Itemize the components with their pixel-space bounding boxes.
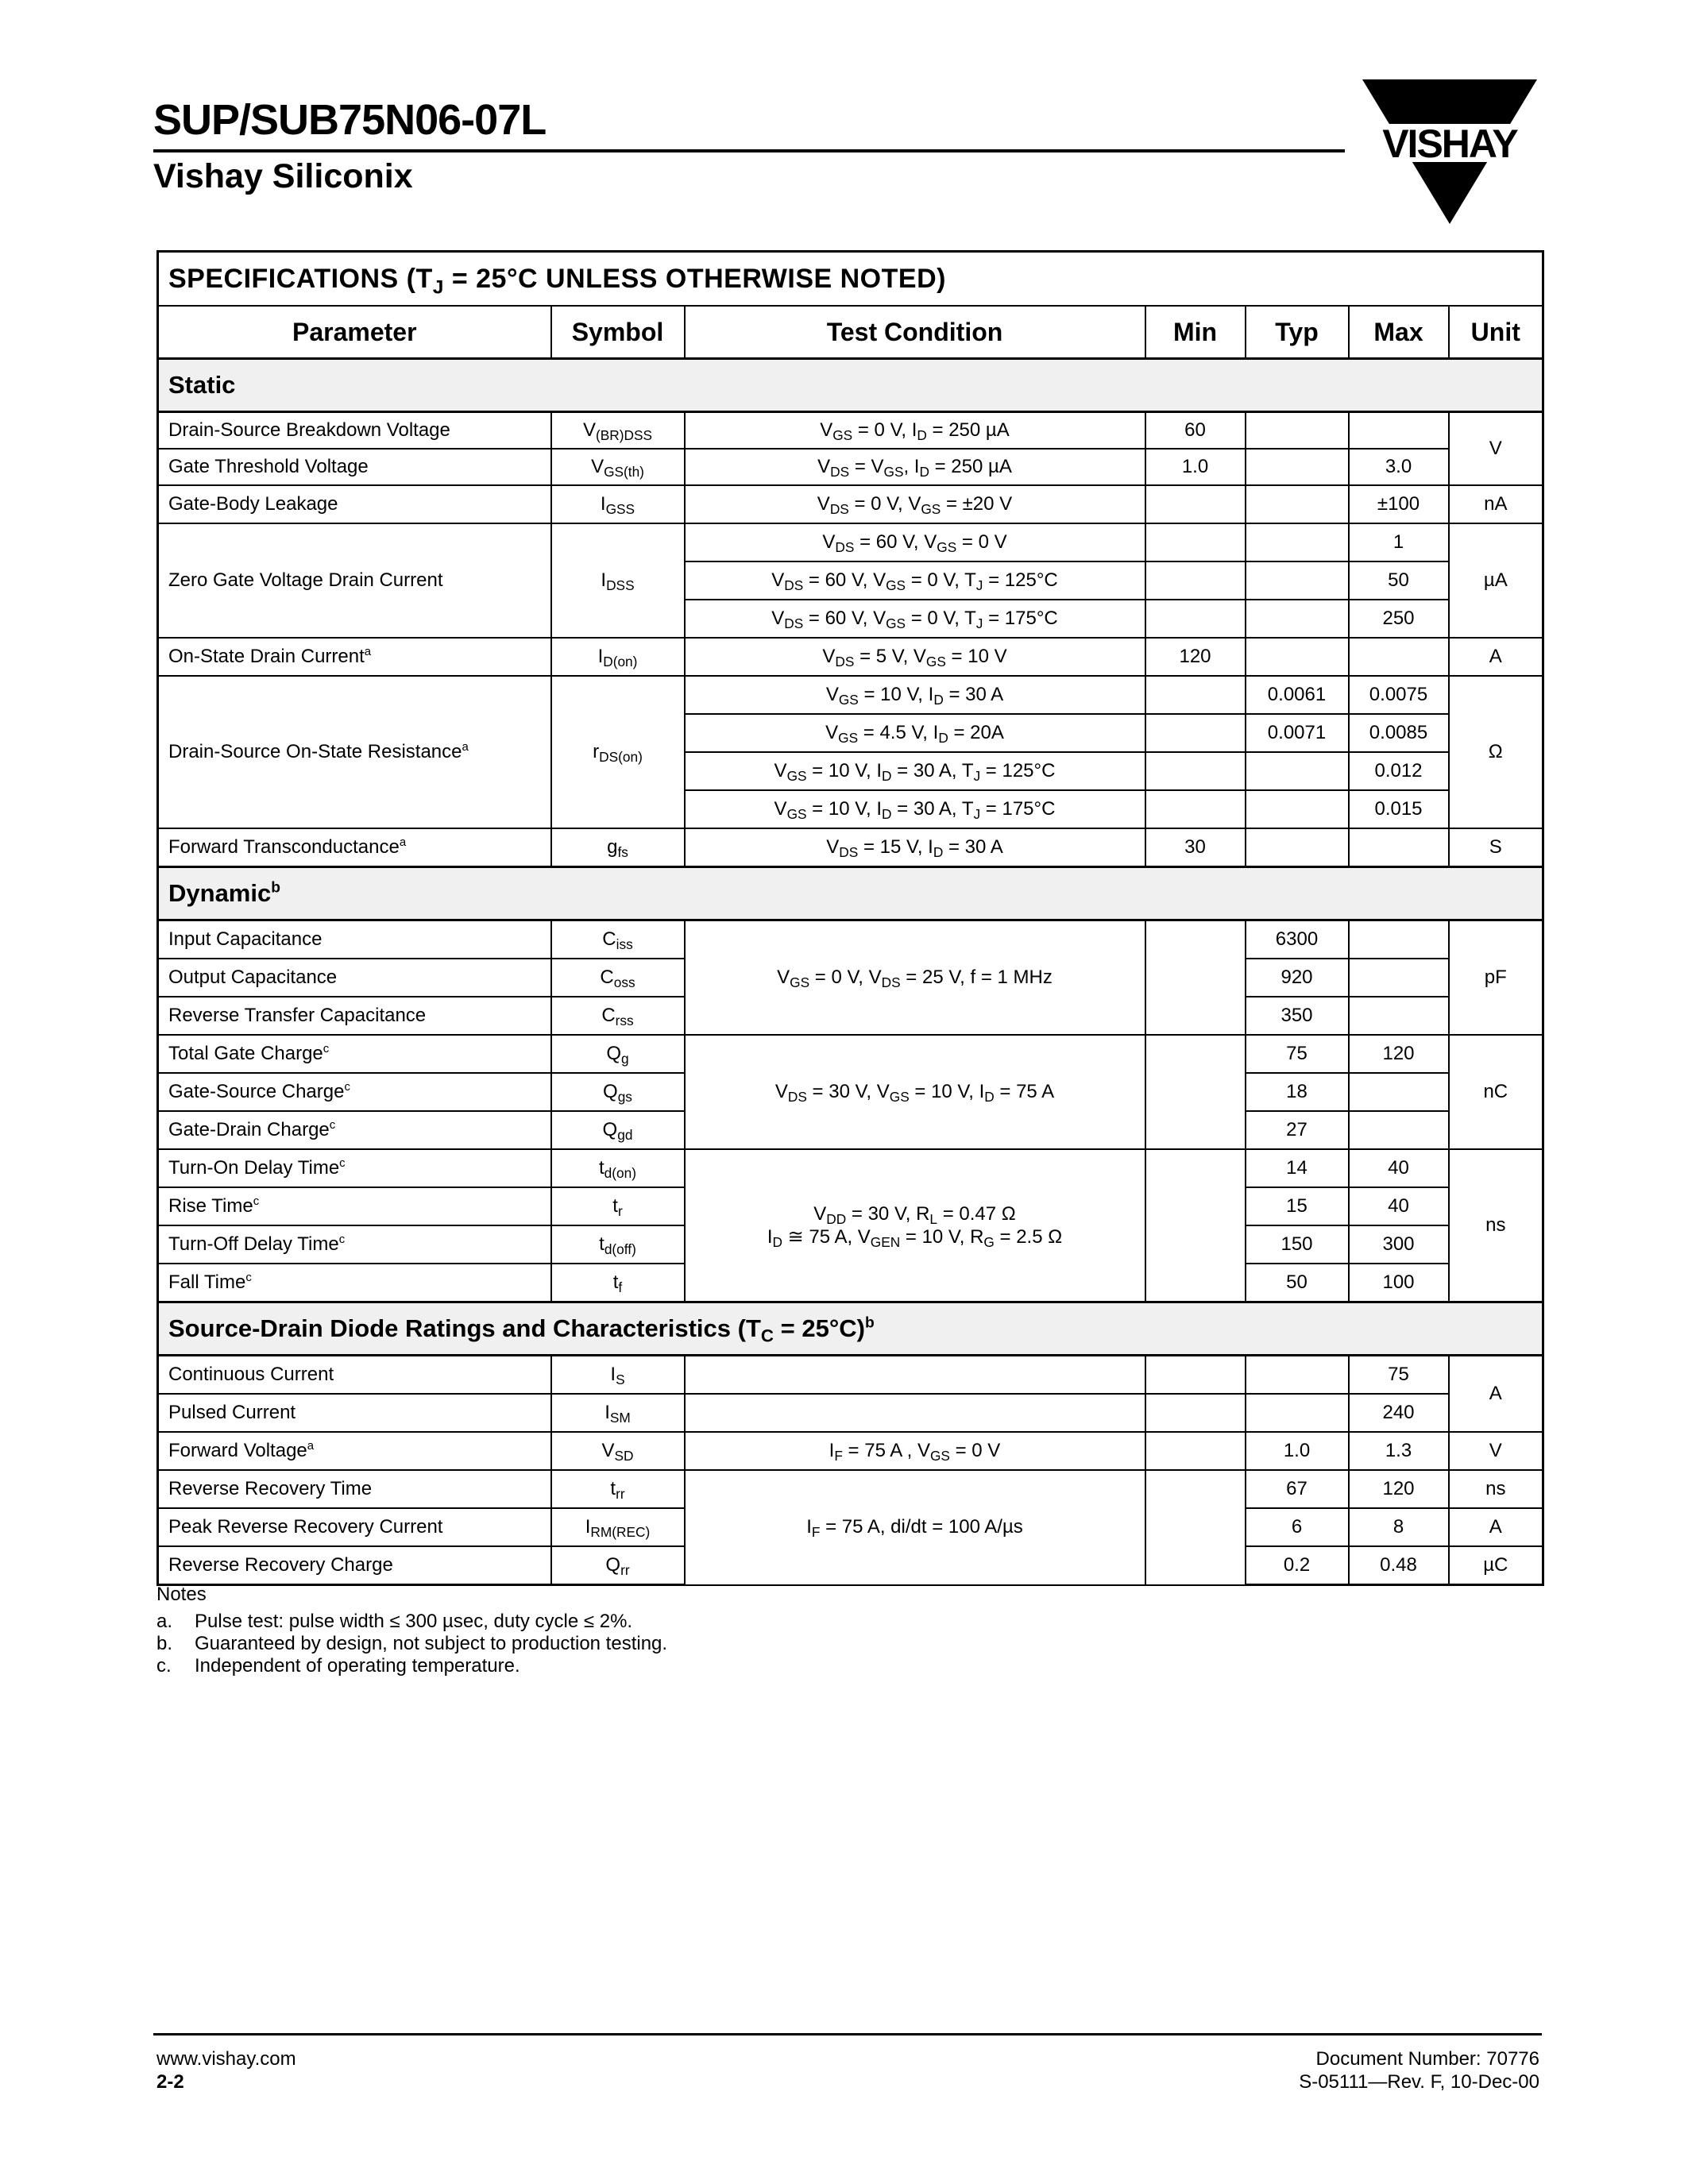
typ-cell [1246, 828, 1349, 867]
symbol-cell: $Q_{gd}$ [551, 1111, 685, 1149]
max-cell: 40 [1349, 1187, 1449, 1225]
symbol-cell: $I_{DSS}$ [551, 523, 685, 638]
typ-cell: 14 [1246, 1149, 1349, 1187]
max-cell: 300 [1349, 1225, 1449, 1264]
table-row [158, 485, 1543, 523]
condition-cell: $V_{DS} = 15$ V, $I_D = 30$ A [685, 828, 1145, 867]
param-cell: Drain-Source On-State Resistance$^a$ [158, 676, 551, 828]
typ-cell: 50 [1246, 1264, 1349, 1302]
param-cell: Drain-Source Breakdown Voltage [158, 412, 551, 450]
unit-cell: µA [1449, 523, 1543, 638]
param-cell: Gate-Body Leakage [158, 485, 551, 523]
table-row [158, 523, 1543, 561]
typ-cell [1246, 638, 1349, 676]
typ-cell: 67 [1246, 1470, 1349, 1508]
max-cell: 120 [1349, 1035, 1449, 1073]
min-cell [1145, 752, 1246, 790]
condition-cell: $V_{DS} = 60$ V, $V_{GS} = 0$ V, $T_J = 125^\circ C$ [685, 561, 1145, 600]
symbol-cell: $I_{SM}$ [551, 1394, 685, 1432]
unit-cell: S [1449, 828, 1543, 867]
param-cell: Gate-Drain Charge$^c$ [158, 1111, 551, 1149]
min-cell [1145, 1035, 1246, 1149]
condition-cell: $V_{DS} = 5$ V, $V_{GS} = 10$ V [685, 638, 1145, 676]
min-cell: 120 [1145, 638, 1246, 676]
typ-cell: 75 [1246, 1035, 1349, 1073]
typ-cell [1246, 449, 1349, 485]
param-cell: Gate-Source Charge$^c$ [158, 1073, 551, 1111]
max-cell: 120 [1349, 1470, 1449, 1508]
table-row [158, 1356, 1543, 1395]
param-cell: Input Capacitance [158, 920, 551, 959]
max-cell: 0.48 [1349, 1546, 1449, 1585]
symbol-cell: $t_{d(off)}$ [551, 1225, 685, 1264]
note-text: Guaranteed by design, not subject to production testing. [195, 1633, 668, 1654]
note-mark: b. [156, 1633, 173, 1654]
max-cell [1349, 638, 1449, 676]
condition-cell: $I_F = 75$ A, di/dt = 100 A/µs [685, 1470, 1145, 1585]
unit-cell: Ω [1449, 676, 1543, 828]
max-cell [1349, 1073, 1449, 1111]
condition-cell: $I_F = 75$ A , $V_{GS} = 0$ V [685, 1432, 1145, 1470]
table-row [158, 1035, 1543, 1073]
table-row [158, 638, 1543, 676]
table-row [158, 1149, 1543, 1187]
symbol-cell: $I_S$ [551, 1356, 685, 1395]
table-row [158, 412, 1543, 450]
document-title: SUP/SUB75N06-07L [153, 96, 547, 144]
table-row [158, 828, 1543, 867]
table-row [158, 1470, 1543, 1508]
vishay-logo [1362, 79, 1537, 224]
min-cell [1145, 485, 1246, 523]
min-cell: 30 [1145, 828, 1246, 867]
typ-cell [1246, 561, 1349, 600]
condition-cell: $V_{DS} = 60$ V, $V_{GS} = 0$ V, $T_J = 175^\circ C$ [685, 600, 1145, 638]
symbol-cell: $r_{DS(on)}$ [551, 676, 685, 828]
max-cell: ±100 [1349, 485, 1449, 523]
param-cell: Turn-Off Delay Time$^c$ [158, 1225, 551, 1264]
note-mark: a. [156, 1611, 173, 1632]
typ-cell [1246, 600, 1349, 638]
note-text: Independent of operating temperature. [195, 1655, 520, 1677]
condition-cell: $V_{DS} = 60$ V, $V_{GS} = 0$ V [685, 523, 1145, 561]
symbol-cell: $V_{(BR)DSS}$ [551, 412, 685, 450]
min-cell [1145, 1149, 1246, 1302]
min-cell: 60 [1145, 412, 1246, 450]
symbol-cell: $V_{GS(th)}$ [551, 449, 685, 485]
symbol-cell: $Q_{gs}$ [551, 1073, 685, 1111]
max-cell [1349, 828, 1449, 867]
param-cell: Rise Time$^c$ [158, 1187, 551, 1225]
unit-cell: µC [1449, 1546, 1543, 1585]
footer-right [1299, 2047, 1539, 2093]
note-item [156, 1611, 667, 1633]
min-cell [1145, 561, 1246, 600]
symbol-cell: $C_{oss}$ [551, 959, 685, 997]
max-cell [1349, 412, 1449, 450]
min-cell [1145, 676, 1246, 714]
param-cell: Continuous Current [158, 1356, 551, 1395]
max-cell: 75 [1349, 1356, 1449, 1395]
condition-cell: $V_{DS} = V_{GS}$, $I_D = 250$ µA [685, 449, 1145, 485]
typ-cell: 6300 [1246, 920, 1349, 959]
footer-revision: S-05111—Rev. F, 10-Dec-00 [1299, 2071, 1539, 2093]
param-cell: On-State Drain Current$^a$ [158, 638, 551, 676]
unit-cell: ns [1449, 1470, 1543, 1508]
param-cell: Pulsed Current [158, 1394, 551, 1432]
param-cell: Reverse Recovery Charge [158, 1546, 551, 1585]
unit-cell: pF [1449, 920, 1543, 1036]
table-row [158, 920, 1543, 959]
table-row [158, 1394, 1543, 1432]
symbol-cell: $I_{RM(REC)}$ [551, 1508, 685, 1546]
max-cell: 1.3 [1349, 1432, 1449, 1470]
condition-cell: $V_{GS} = 4.5$ V, $I_D = 20A$ [685, 714, 1145, 752]
vishay-logo-text: VISHAY [1382, 122, 1517, 166]
typ-cell: 27 [1246, 1111, 1349, 1149]
min-cell [1145, 523, 1246, 561]
min-cell [1145, 600, 1246, 638]
min-cell [1145, 714, 1246, 752]
symbol-cell: $Q_g$ [551, 1035, 685, 1073]
table-row [158, 676, 1543, 714]
max-cell: 40 [1349, 1149, 1449, 1187]
symbol-cell: $V_{SD}$ [551, 1432, 685, 1470]
section-static: Static [158, 359, 1543, 412]
table-title: SPECIFICATIONS ($T_J = 25^\circ C$ UNLESS OTHERWISE NOTED) [158, 252, 1543, 307]
typ-cell [1246, 412, 1349, 450]
unit-cell: ns [1449, 1149, 1543, 1302]
condition-cell: $V_{GS} = 10$ V, $I_D = 30$ A, $T_J = 175^\circ C$ [685, 790, 1145, 828]
typ-cell [1246, 1394, 1349, 1432]
min-cell [1145, 1432, 1246, 1470]
max-cell: 100 [1349, 1264, 1449, 1302]
symbol-cell: $g_{fs}$ [551, 828, 685, 867]
table-row [158, 1432, 1543, 1470]
max-cell [1349, 1111, 1449, 1149]
unit-cell: nC [1449, 1035, 1543, 1149]
typ-cell [1246, 485, 1349, 523]
min-cell [1145, 1356, 1246, 1395]
max-cell: 250 [1349, 600, 1449, 638]
min-cell [1145, 1470, 1246, 1585]
typ-cell [1246, 523, 1349, 561]
condition-cell [685, 1356, 1145, 1395]
unit-cell: V [1449, 1432, 1543, 1470]
typ-cell [1246, 790, 1349, 828]
footer-url[interactable]: www.vishay.com [156, 2048, 296, 2070]
symbol-cell: $C_{rss}$ [551, 997, 685, 1035]
col-test-condition: Test Condition [685, 306, 1145, 359]
typ-cell: 6 [1246, 1508, 1349, 1546]
min-cell [1145, 920, 1246, 1036]
max-cell: 0.0075 [1349, 676, 1449, 714]
col-symbol: Symbol [551, 306, 685, 359]
notes-heading: Notes [156, 1584, 207, 1605]
condition-cell [685, 1394, 1145, 1432]
col-parameter: Parameter [158, 306, 551, 359]
max-cell: 240 [1349, 1394, 1449, 1432]
col-unit: Unit [1449, 306, 1543, 359]
specifications-table [156, 250, 1544, 1586]
unit-cell: V [1449, 412, 1543, 486]
typ-cell: 0.0071 [1246, 714, 1349, 752]
note-item [156, 1655, 667, 1677]
max-cell: 50 [1349, 561, 1449, 600]
condition-cell: $V_{DD} = 30$ V, $R_L = 0.47$ Ω $I_D$ ≅ 75 A, $V_{GEN} = 10$ V, $R_G = 2.5$ Ω [685, 1149, 1145, 1302]
table-row [158, 449, 1543, 485]
param-cell: Peak Reverse Recovery Current [158, 1508, 551, 1546]
param-cell: Output Capacitance [158, 959, 551, 997]
param-cell: Fall Time$^c$ [158, 1264, 551, 1302]
unit-cell: A [1449, 1356, 1543, 1433]
col-typ: Typ [1246, 306, 1349, 359]
typ-cell [1246, 1356, 1349, 1395]
min-cell [1145, 790, 1246, 828]
symbol-cell: $t_r$ [551, 1187, 685, 1225]
min-cell: 1.0 [1145, 449, 1246, 485]
note-mark: c. [156, 1655, 172, 1677]
typ-cell: 15 [1246, 1187, 1349, 1225]
section-diode: Source-Drain Diode Ratings and Characteristics $(T_C = 25^\circ C)^b$ [158, 1302, 1543, 1356]
symbol-cell: $t_f$ [551, 1264, 685, 1302]
condition-cell: $V_{GS} = 10$ V, $I_D = 30$ A [685, 676, 1145, 714]
param-cell: Gate Threshold Voltage [158, 449, 551, 485]
param-cell: Turn-On Delay Time$^c$ [158, 1149, 551, 1187]
section-dynamic: Dynamic$^b$ [158, 867, 1543, 920]
notes [156, 1584, 667, 1677]
param-cell: Zero Gate Voltage Drain Current [158, 523, 551, 638]
symbol-cell: $t_{rr}$ [551, 1470, 685, 1508]
param-cell: Forward Voltage$^a$ [158, 1432, 551, 1470]
typ-cell: 1.0 [1246, 1432, 1349, 1470]
param-cell: Reverse Transfer Capacitance [158, 997, 551, 1035]
condition-cell: $V_{GS} = 0$ V, $V_{DS} = 25$ V, f = 1 MHz [685, 920, 1145, 1036]
symbol-cell: $I_{D(on)}$ [551, 638, 685, 676]
max-cell: 0.012 [1349, 752, 1449, 790]
max-cell: 8 [1349, 1508, 1449, 1546]
condition-cell: $V_{DS} = 0$ V, $V_{GS} = \pm 20$ V [685, 485, 1145, 523]
condition-cell: $V_{GS} = 0$ V, $I_D = 250$ µA [685, 412, 1145, 450]
footer-doc-number: Document Number: 70776 [1315, 2048, 1539, 2070]
unit-cell: A [1449, 638, 1543, 676]
min-cell [1145, 1394, 1246, 1432]
typ-cell: 0.0061 [1246, 676, 1349, 714]
header-rule [153, 149, 1345, 152]
param-cell: Total Gate Charge$^c$ [158, 1035, 551, 1073]
symbol-cell: $t_{d(on)}$ [551, 1149, 685, 1187]
symbol-cell: $C_{iss}$ [551, 920, 685, 959]
typ-cell: 0.2 [1246, 1546, 1349, 1585]
max-cell [1349, 997, 1449, 1035]
param-cell: Reverse Recovery Time [158, 1470, 551, 1508]
footer-rule [153, 2033, 1542, 2035]
typ-cell: 350 [1246, 997, 1349, 1035]
col-min: Min [1145, 306, 1246, 359]
col-max: Max [1349, 306, 1449, 359]
param-cell: Forward Transconductance$^a$ [158, 828, 551, 867]
unit-cell: nA [1449, 485, 1543, 523]
symbol-cell: $Q_{rr}$ [551, 1546, 685, 1585]
condition-cell: $V_{DS} = 30$ V, $V_{GS} = 10$ V, $I_D = 75$ A [685, 1035, 1145, 1149]
typ-cell: 150 [1246, 1225, 1349, 1264]
max-cell: 3.0 [1349, 449, 1449, 485]
max-cell [1349, 920, 1449, 959]
typ-cell [1246, 752, 1349, 790]
note-text: Pulse test: pulse width ≤ 300 µsec, duty cycle ≤ 2%. [195, 1611, 633, 1632]
note-item [156, 1633, 667, 1655]
unit-cell: A [1449, 1508, 1543, 1546]
max-cell: 0.015 [1349, 790, 1449, 828]
typ-cell: 920 [1246, 959, 1349, 997]
max-cell: 1 [1349, 523, 1449, 561]
max-cell [1349, 959, 1449, 997]
condition-cell: $V_{GS} = 10$ V, $I_D = 30$ A, $T_J = 125^\circ C$ [685, 752, 1145, 790]
document-subtitle: Vishay Siliconix [153, 157, 413, 195]
max-cell: 0.0085 [1349, 714, 1449, 752]
symbol-cell: $I_{GSS}$ [551, 485, 685, 523]
typ-cell: 18 [1246, 1073, 1349, 1111]
footer-left [156, 2047, 296, 2093]
footer-page-number: 2-2 [156, 2071, 184, 2093]
